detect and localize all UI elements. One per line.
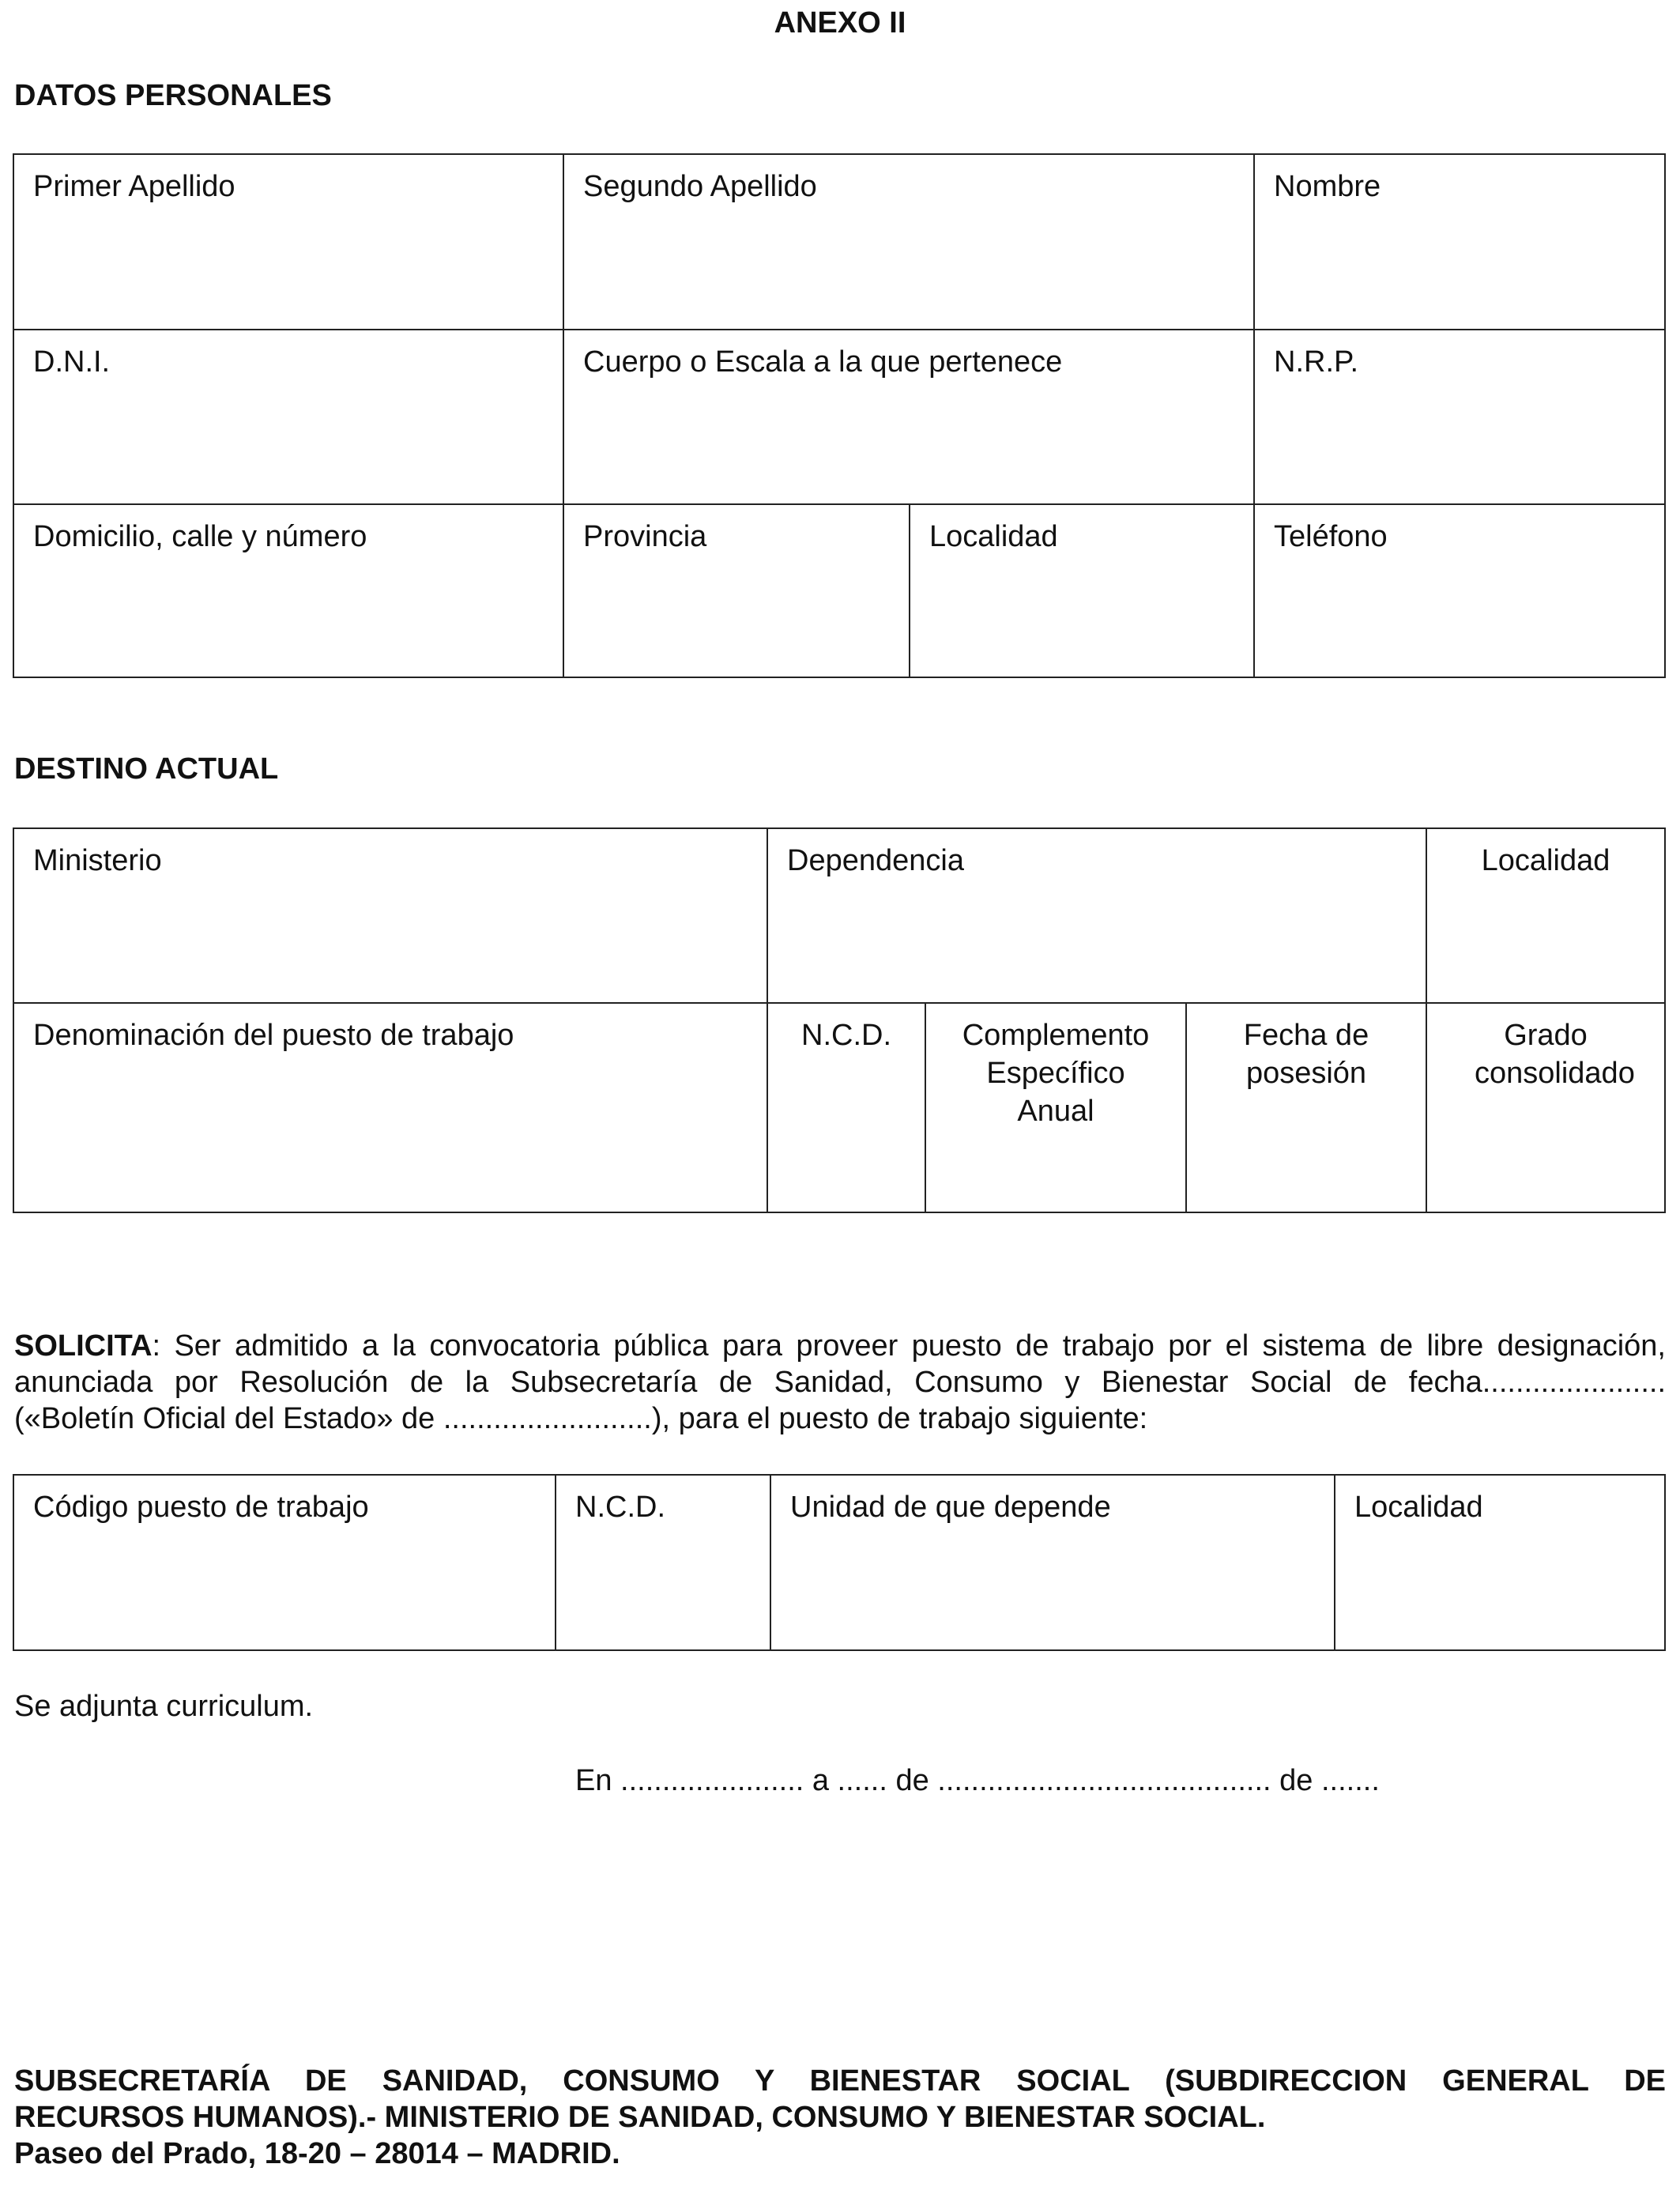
destino-actual-table [13,827,1666,1213]
field-ministerio[interactable]: Ministerio [33,844,162,877]
footer-line-2: RECURSOS HUMANOS).- MINISTERIO DE SANIDAD, CONSUMO Y BIENESTAR SOCIAL. [14,2101,1266,2134]
field-ncd-puesto[interactable]: N.C.D. [575,1491,665,1524]
solicita-line-1 [14,1328,1666,1364]
field-fecha-posesion[interactable]: Fecha de posesión [1243,1019,1369,1090]
field-unidad-depende[interactable]: Unidad de que depende [790,1491,1111,1524]
field-telefono[interactable]: Teléfono [1274,520,1388,553]
field-domicilio[interactable]: Domicilio, calle y número [33,520,367,553]
field-cuerpo-escala[interactable]: Cuerpo o Escala a la que pertenece [583,345,1063,379]
field-localidad[interactable]: Localidad [929,520,1058,553]
field-segundo-apellido[interactable]: Segundo Apellido [583,170,817,203]
field-primer-apellido[interactable]: Primer Apellido [33,170,235,203]
solicita-line-2: anunciada por Resolución de la Subsecretaría de Sanidad, Consumo y Bienestar Social de fecha...................... [14,1366,1666,1399]
lugar-fecha-line[interactable]: En ...................... a ...... de ........................................ de ....... [575,1764,1380,1797]
field-provincia[interactable]: Provincia [583,520,707,553]
page-title: ANEXO II [774,6,906,40]
field-nombre[interactable]: Nombre [1274,170,1381,203]
solicita-label: SOLICITA [14,1329,153,1363]
field-dni[interactable]: D.N.I. [33,345,111,379]
datos-personales-table [13,153,1666,678]
adjunta-curriculum-text: Se adjunta curriculum. [14,1690,314,1723]
footer-address [14,2063,1666,2172]
footer-line-1: SUBSECRETARÍA DE SANIDAD, CONSUMO Y BIENESTAR SOCIAL (SUBDIRECCION GENERAL DE [14,2064,1666,2098]
footer-line-3: Paseo del Prado, 18-20 – 28014 – MADRID. [14,2137,620,2170]
field-dependencia[interactable]: Dependencia [787,844,964,877]
field-complemento-especifico[interactable]: Complemento Específico Anual [962,1019,1150,1128]
section-heading-datos-personales: DATOS PERSONALES [14,79,332,112]
field-localidad-puesto[interactable]: Localidad [1354,1491,1483,1524]
solicita-text-1: : Ser admitido a la convocatoria pública para proveer puesto de trabajo por el sistema de libre designación, [152,1329,1666,1363]
field-localidad-destino[interactable]: Localidad [1481,844,1610,877]
field-ncd[interactable]: N.C.D. [801,1019,891,1052]
section-heading-destino-actual: DESTINO ACTUAL [14,752,279,786]
field-nrp[interactable]: N.R.P. [1274,345,1359,379]
field-grado-consolidado[interactable]: Grado consolidado [1475,1019,1635,1090]
solicita-paragraph [14,1328,1666,1437]
puesto-solicitado-table [13,1474,1666,1651]
field-denominacion-puesto[interactable]: Denominación del puesto de trabajo [33,1019,514,1052]
solicita-line-3: («Boletín Oficial del Estado» de .........................), para el puesto de trabajo siguiente: [14,1402,1148,1435]
field-codigo-puesto[interactable]: Código puesto de trabajo [33,1491,369,1524]
